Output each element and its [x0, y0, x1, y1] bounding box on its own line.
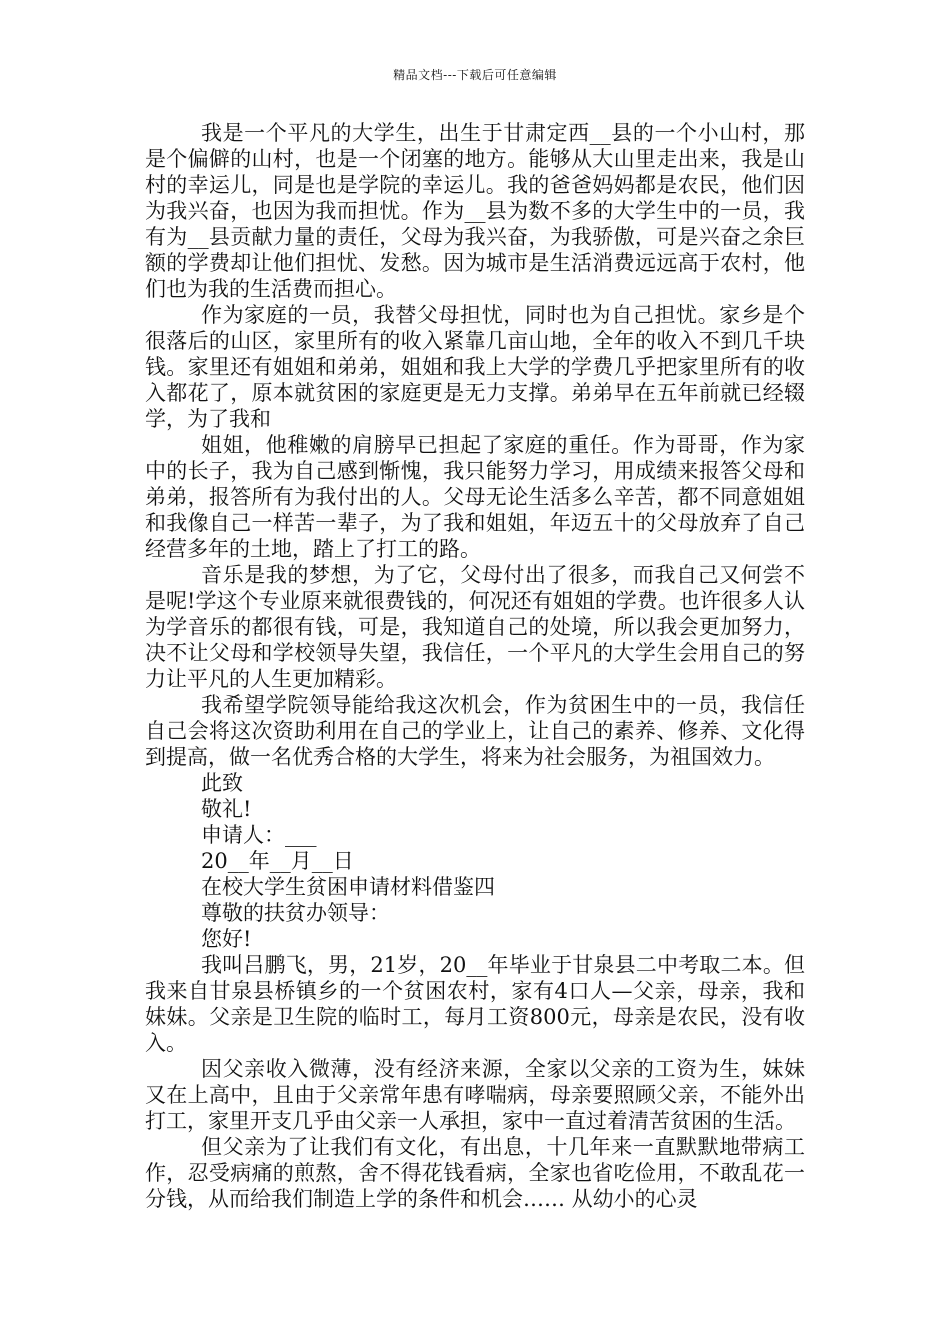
greeting-line: 您好! — [201, 927, 252, 951]
paragraph-6: 我叫吕鹏飞，男，21岁，20__年毕业于甘泉县二中考取二本。但我来自甘泉县桥镇乡的一个贫困农村，家有4口人—父亲，母亲，我和妹妹。父亲是卫生院的临时工，每月工资800元，母亲是农民，没有收入。 — [145, 953, 805, 1055]
document-body — [145, 120, 805, 1212]
paragraph-1: 我是一个平凡的大学生，出生于甘肃定西__县的一个小山村，那是个偏僻的山村，也是一个闭塞的地方。能够从大山里走出来，我是山村的幸运儿，同是也是学院的幸运儿。我的爸爸妈妈都是农民，他们因为我兴奋，也因为我而担忧。作为__县为数不多的大学生中的一员，我有为__县贡献力量的责任，父母为我兴奋，为我骄傲，可是兴奋之余巨额的学费却让他们担忧、发愁。因为城市是生活消费远远高于农村，他们也为我的生活费而担心。 — [145, 121, 805, 301]
salutation-line: 尊敬的扶贫办领导： — [201, 901, 390, 925]
paragraph-8: 但父亲为了让我们有文化，有出息，十几年来一直默默地带病工作，忍受病痛的煎熬，舍不得花钱看病，全家也省吃俭用，不敢乱花一分钱，从而给我们制造上学的条件和机会…… 从幼小的心灵 — [145, 1135, 805, 1211]
applicant-line: 申请人：___ — [201, 823, 317, 847]
paragraph-3: 姐姐，他稚嫩的肩膀早已担起了家庭的重任。作为哥哥，作为家中的长子，我为自己感到惭愧，我只能努力学习，用成绩来报答父母和弟弟，报答所有为我付出的人。父母无论生活多么辛苦，都不同意姐姐和我像自己一样苦一辈子，为了我和姐姐，年迈五十的父母放弃了自己经营多年的土地，踏上了打工的路。 — [145, 433, 805, 561]
paragraph-4: 音乐是我的梦想，为了它，父母付出了很多，而我自己又何尝不是呢!学这个专业原来就很费钱的，何况还有姐姐的学费。也许很多人认为学音乐的都很有钱，可是，我知道自己的处境，所以我会更加努力，决不让父母和学校领导失望，我信任，一个平凡的大学生会用自己的努力让平凡的人生更加精彩。 — [145, 563, 805, 691]
paragraph-5: 我希望学院领导能给我这次机会，作为贫困生中的一员，我信任自己会将这次资助利用在自己的学业上，让自己的素养、修养、文化得到提高，做一名优秀合格的大学生，将来为社会服务，为祖国效力。 — [145, 693, 805, 769]
closing-line-2: 敬礼! — [201, 797, 252, 821]
page-header: 精品文档---下载后可任意编辑 — [393, 68, 557, 82]
paragraph-7: 因父亲收入微薄，没有经济来源，全家以父亲的工资为生，妹妹又在上高中，且由于父亲常年患有哮喘病，母亲要照顾父亲，不能外出打工，家里开支几乎由父亲一人承担，家中一直过着清苦贫困的生活。 — [145, 1057, 805, 1133]
section-title: 在校大学生贫困申请材料借鉴四 — [201, 875, 495, 899]
paragraph-2: 作为家庭的一员，我替父母担忧，同时也为自己担忧。家乡是个很落后的山区，家里所有的收入紧靠几亩山地，全年的收入不到几千块钱。家里还有姐姐和弟弟，姐姐和我上大学的学费几乎把家里所有的收入都花了，原本就贫困的家庭更是无力支撑。弟弟早在五年前就已经辍学，为了我和 — [145, 303, 805, 431]
date-line: 20__年__月__日 — [201, 849, 354, 873]
closing-line-1: 此致 — [201, 771, 243, 795]
